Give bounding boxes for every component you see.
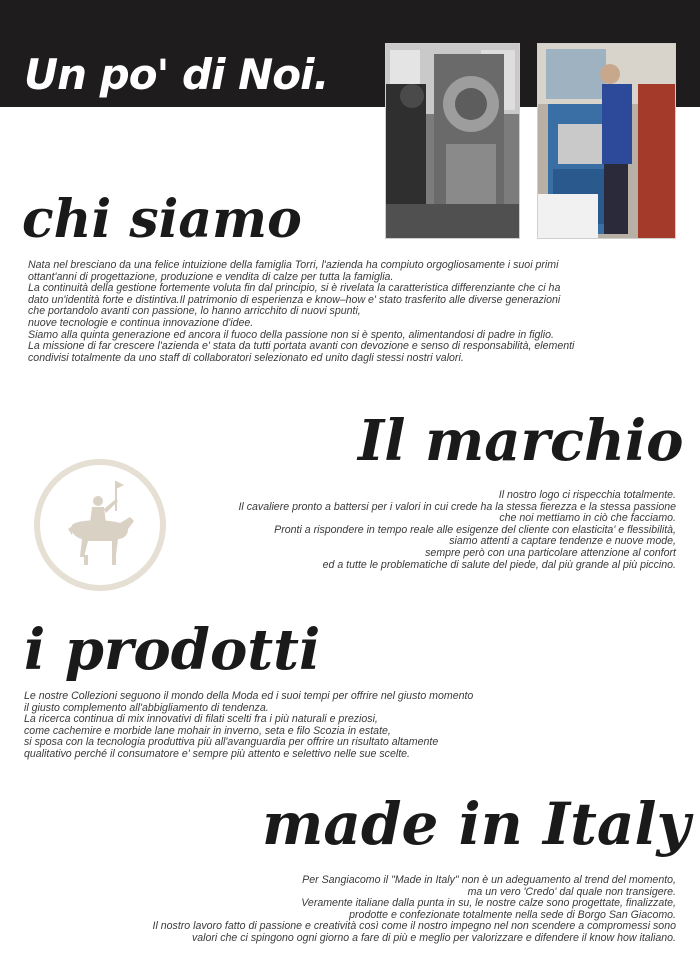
page-title: Un po' di Noi. — [24, 50, 329, 99]
text-il-marchio — [238, 490, 676, 571]
text-line: La missione di far crescere l'azienda e' stata da tutti portata avanti con devozione e senso di responsabilità, elementi — [28, 340, 575, 353]
text-line: valori che ci spingono ogni giorno a fare di più e meglio per valorizzare e difendere il know how italiano. — [191, 931, 676, 944]
text-line: ma un vero 'Credo' dal quale non transigere. — [467, 885, 676, 898]
text-line: siamo attenti a captare tendenze e nuove mode, — [449, 535, 676, 548]
text-line: Il nostro lavoro fatto di passione e creatività così come il nostro impegno nel non scendere a compromessi sono — [152, 920, 676, 933]
text-made-in-italy — [153, 875, 677, 945]
text-i-prodotti — [24, 691, 473, 761]
text-line: Il nostro logo ci rispecchia totalmente. — [498, 489, 676, 501]
heading-chi-siamo: chi siamo — [22, 189, 302, 250]
text-line: condivisi totalmente da uno staff di collaboratori selezionato ed unito dagli stessi nostri valori. — [28, 351, 464, 364]
text-line: che portandolo avanti con passione, lo hanno arricchito di nuovi spunti, — [28, 305, 361, 318]
text-line: come cachemire e morbide lane mohair in inverno, seta e filo Scozia in estate, — [24, 724, 391, 737]
text-line: La continuità della gestione fortemente voluta fin dal principio, si è rivelata la caratteristica differenziante che ci ha — [28, 282, 561, 295]
text-line: Le nostre Collezioni seguono il mondo della Moda ed i suoi tempi per offrire nel giusto momento — [24, 690, 474, 702]
text-line: Nata nel bresciano da una felice intuizione della famiglia Torri, l'azienda ha compiuto orgogliosamente i suoi primi — [28, 259, 559, 271]
heading-il-marchio: Il marchio — [358, 408, 684, 474]
text-line: si sposa con la tecnologia produttiva più all'avanguardia per offrire un risultato altamente — [24, 736, 439, 749]
text-chi-siamo — [28, 260, 574, 364]
text-line: prodotte e confezionate totalmente nella sede di Borgo San Giacomo. — [349, 908, 676, 921]
text-line: che noi mettiamo in ciò che facciamo. — [499, 512, 676, 525]
historic-factory-photo — [385, 43, 520, 239]
heading-made-in-italy: made in Italy — [262, 790, 691, 858]
text-line: qualitativo perché il consumatore e' sempre più attento e selettivo nelle sue scelte. — [24, 747, 410, 760]
text-line: ottant'anni di progettazione, produzione e vendita di calze per tutta la famiglia. — [28, 270, 394, 283]
heading-i-prodotti: i prodotti — [24, 617, 321, 683]
text-line: ed a tutte le problematiche di salute del piede, dal più grande al più piccino. — [322, 558, 676, 571]
text-line: Il cavaliere pronto a battersi per i valori in cui crede ha la stessa fierezza e la stessa passione — [238, 500, 676, 513]
text-line: dato un'identità forte e distintiva.Il patrimonio di esperienza e know–how e' stato trasferito alle diverse generazioni — [28, 293, 561, 306]
text-line: Veramente italiane dalla punta in su, le nostre calze sono progettate, finalizzate, — [301, 897, 676, 910]
text-line: Siamo alla quinta generazione ed ancora il fuoco della passione non si è spento, alimentandosi di padre in figlio. — [28, 328, 554, 341]
text-line: nuove tecnologie e continua innovazione d'idee. — [28, 316, 254, 329]
text-line: La ricerca continua di mix innovativi di filati scelti fra i più naturali e preziosi, — [24, 713, 378, 726]
modern-factory-photo — [537, 43, 676, 239]
text-line: Per Sangiacomo il "Made in Italy" non è un adeguamento al trend del momento, — [302, 874, 676, 886]
knight-on-horse-logo — [34, 459, 166, 591]
text-line: il giusto complemento all'abbigliamento di tendenza. — [24, 701, 269, 714]
text-line: Pronti a rispondere in tempo reale alle esigenze del cliente con elasticita' e flessibilità, — [274, 523, 676, 536]
text-line: sempre però con una particolare attenzione al confort — [425, 546, 676, 559]
knight-icon — [58, 479, 142, 571]
